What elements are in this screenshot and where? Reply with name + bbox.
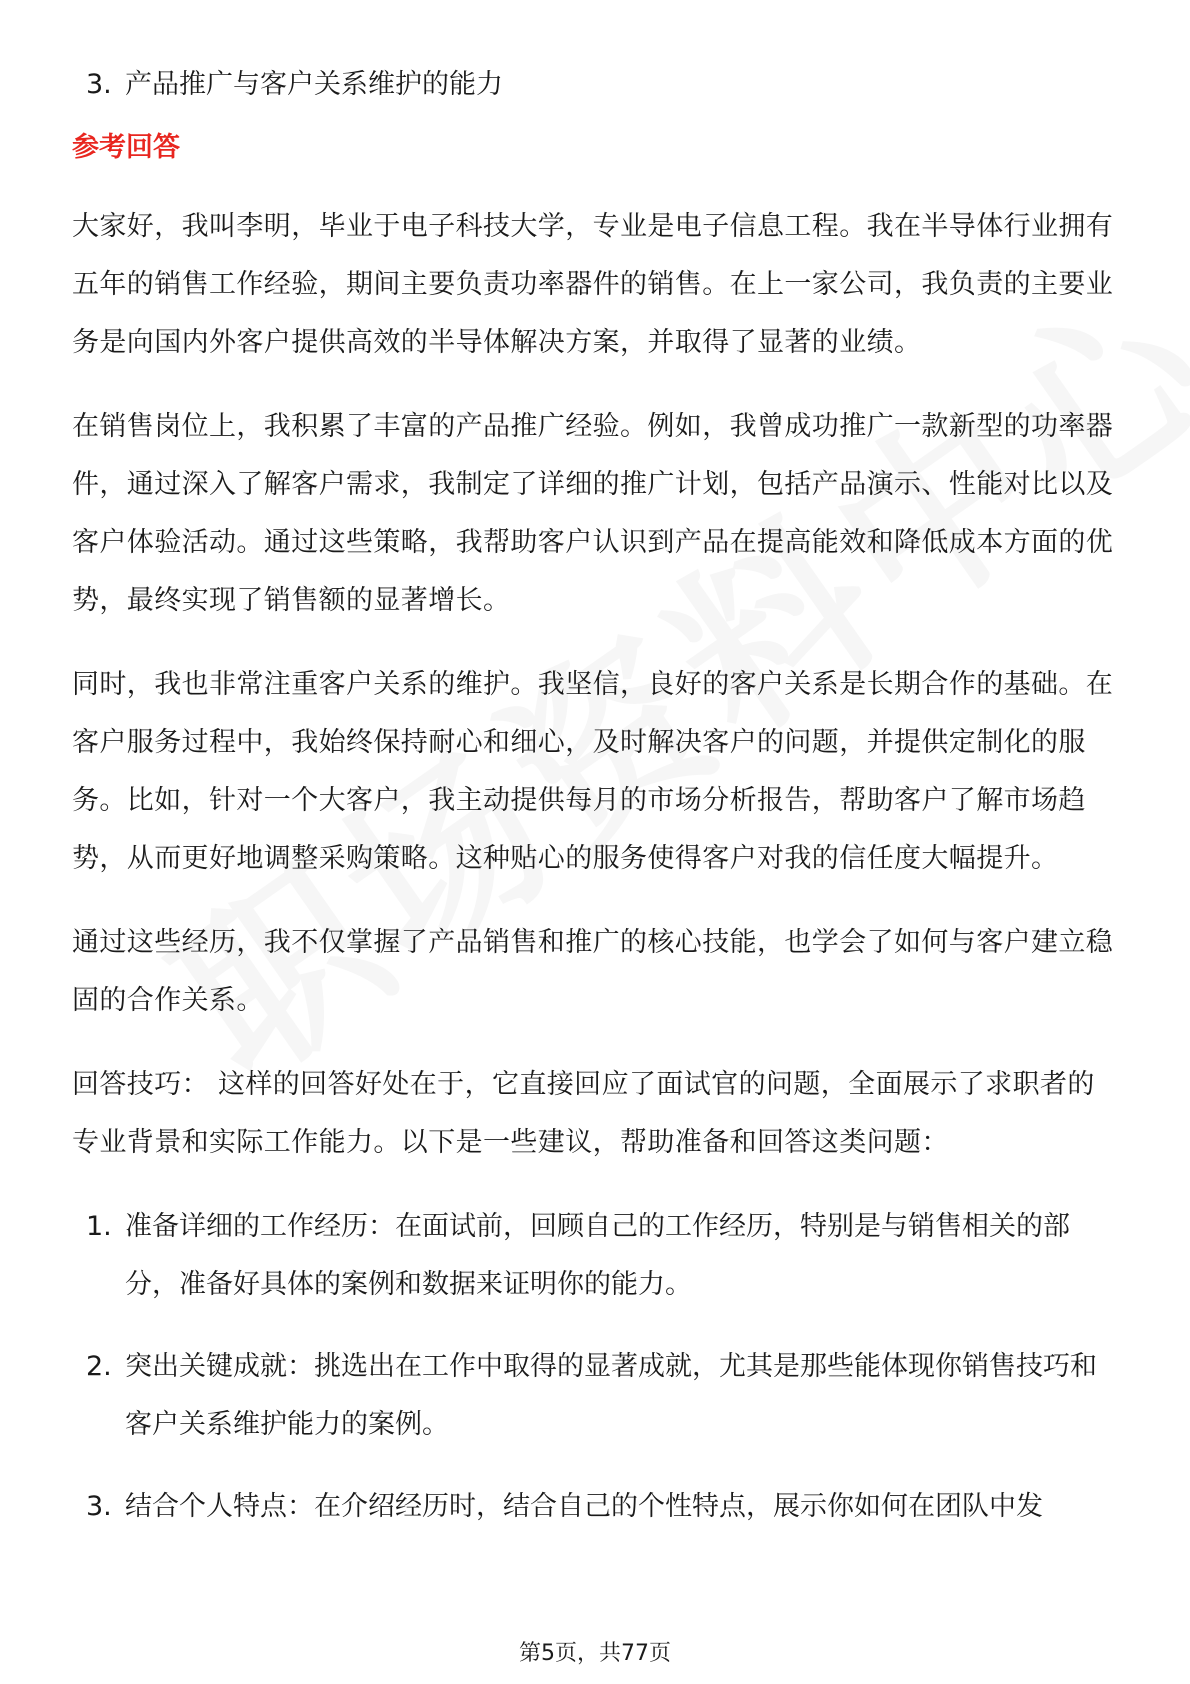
list-number: 3. (86, 69, 112, 100)
list-text: 结合个人特点：在介绍经历时，结合自己的个性特点，展示你如何在团队中发 (125, 1491, 1043, 1522)
list-number: 3. (86, 1491, 112, 1522)
list-item (72, 1478, 1118, 1536)
page-footer: 第5页，共77页 (519, 1641, 671, 1666)
content-area (72, 56, 1118, 1560)
paragraph-summary: 通过这些经历，我不仅掌握了产品销售和推广的核心技能，也学会了如何与客户建立稳固的合作关系。 (72, 927, 1114, 1016)
list-number: 1. (86, 1211, 112, 1242)
list-text: 准备详细的工作经历：在面试前，回顾自己的工作经历，特别是与销售相关的部分，准备好具体的案例和数据来证明你的能力。 (125, 1211, 1070, 1300)
list-text: 产品推广与客户关系维护的能力 (125, 69, 503, 100)
section-title: 参考回答 (72, 132, 180, 163)
list-item (72, 56, 1118, 114)
tips-list (72, 1198, 1118, 1536)
list-number: 2. (86, 1351, 112, 1382)
paragraph-relationship: 同时，我也非常注重客户关系的维护。我坚信，良好的客户关系是长期合作的基础。在客户服务过程中，我始终保持耐心和细心，及时解决客户的问题，并提供定制化的服务。比如，针对一个大客户，我主动提供每月的市场分析报告，帮助客户了解市场趋势，从而更好地调整采购策略。这种贴心的服务使得客户对我的信任度大幅提升。 (72, 669, 1114, 874)
list-item (72, 1198, 1118, 1314)
list-item (72, 1338, 1118, 1454)
paragraph-tips-intro: 回答技巧： 这样的回答好处在于，它直接回应了面试官的问题，全面展示了求职者的专业背景和实际工作能力。以下是一些建议，帮助准备和回答这类问题： (72, 1069, 1095, 1158)
paragraph-intro: 大家好，我叫李明，毕业于电子科技大学，专业是电子信息工程。我在半导体行业拥有五年的销售工作经验，期间主要负责功率器件的销售。在上一家公司，我负责的主要业务是向国内外客户提供高效的半导体解决方案，并取得了显著的业绩。 (72, 211, 1114, 358)
paragraph-promotion: 在销售岗位上，我积累了丰富的产品推广经验。例如，我曾成功推广一款新型的功率器件，通过深入了解客户需求，我制定了详细的推广计划，包括产品演示、性能对比以及客户体验活动。通过这些策略，我帮助客户认识到产品在提高能效和降低成本方面的优势，最终实现了销售额的显著增长。 (72, 411, 1114, 616)
list-text: 突出关键成就：挑选出在工作中取得的显著成就，尤其是那些能体现你销售技巧和客户关系维护能力的案例。 (125, 1351, 1097, 1440)
